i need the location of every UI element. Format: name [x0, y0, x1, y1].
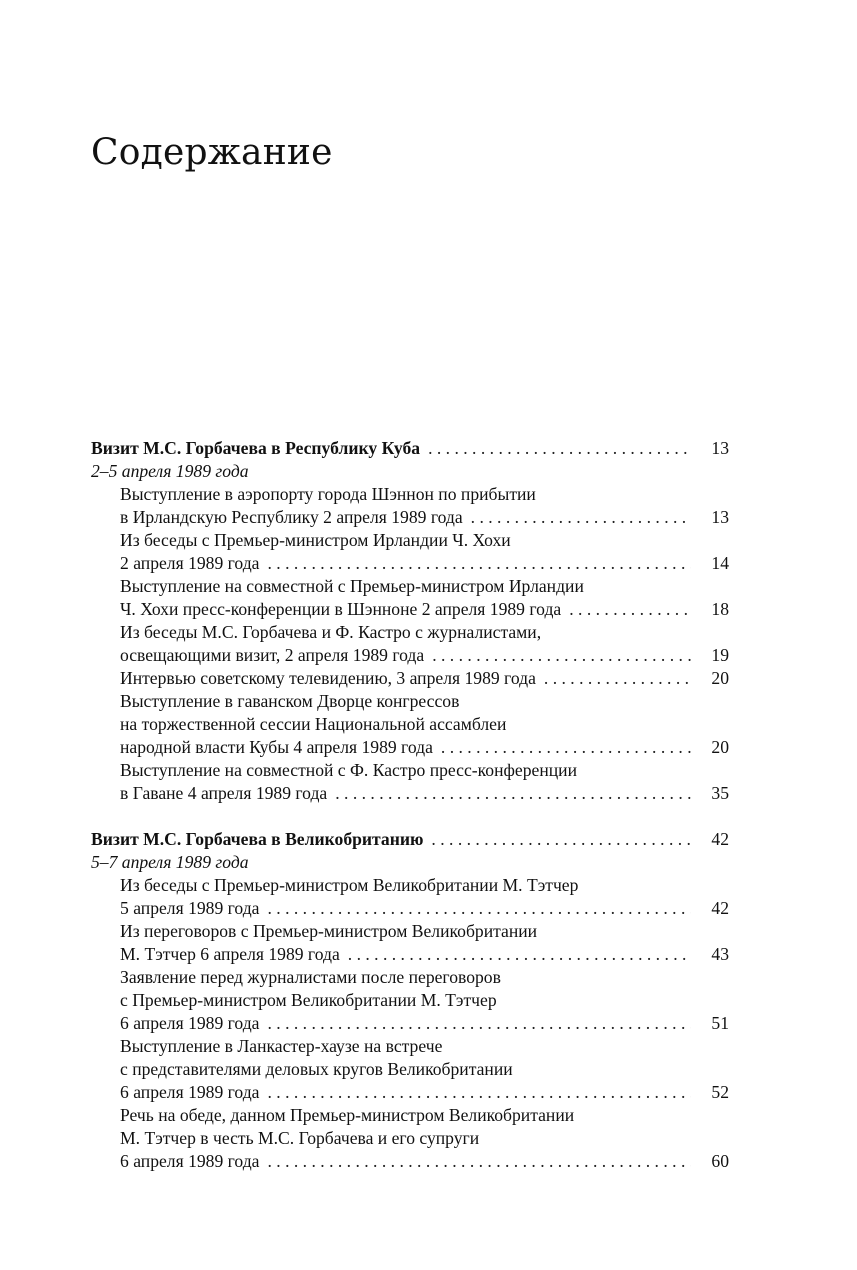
- entry-line: [120, 552, 729, 575]
- entry-text: народной власти Кубы 4 апреля 1989 года: [120, 737, 433, 757]
- page-number: 35: [711, 783, 729, 803]
- page-number: 20: [711, 668, 729, 688]
- toc-entry[interactable]: [91, 575, 729, 621]
- entry-line: [120, 598, 729, 621]
- entry-text: М. Тэтчер в честь М.С. Горбачева и его супруги: [120, 1128, 480, 1148]
- entry-line: [120, 621, 729, 644]
- page-number: 60: [711, 1151, 729, 1171]
- toc-entry[interactable]: [91, 759, 729, 805]
- entry-line: [120, 759, 729, 782]
- entry-text: Выступление на совместной с Премьер-министром Ирландии: [120, 576, 584, 596]
- entry-line: [120, 506, 729, 529]
- dot-leader: [267, 1081, 691, 1104]
- section-dates: 5–7 апреля 1989 года: [91, 852, 249, 872]
- entry-text: Выступление в гаванском Дворце конгрессов: [120, 691, 460, 711]
- page-number: 13: [711, 438, 729, 458]
- entry-text: Выступление в аэропорту города Шэннон по прибытии: [120, 484, 536, 504]
- page-number: 18: [711, 599, 729, 619]
- entry-text: Из беседы с Премьер-министром Великобритании М. Тэтчер: [120, 875, 579, 895]
- entry-line: [120, 1035, 729, 1058]
- toc-entry[interactable]: [91, 1104, 729, 1173]
- toc-entry[interactable]: [91, 920, 729, 966]
- dot-leader: [432, 644, 691, 667]
- dot-leader: [569, 598, 691, 621]
- entry-line: [120, 575, 729, 598]
- entry-text: М. Тэтчер 6 апреля 1989 года: [120, 944, 340, 964]
- entry-line: [120, 644, 729, 667]
- section-dates: 2–5 апреля 1989 года: [91, 461, 249, 481]
- entry-text: с представителями деловых кругов Великобритании: [120, 1059, 513, 1079]
- entry-text: Из беседы М.С. Горбачева и Ф. Кастро с журналистами,: [120, 622, 542, 642]
- entry-text: Интервью советскому телевидению, 3 апреля 1989 года: [120, 668, 536, 688]
- dot-leader: [267, 1012, 691, 1035]
- page-number: 43: [711, 944, 729, 964]
- entry-text: в Гаване 4 апреля 1989 года: [120, 783, 328, 803]
- table-of-contents: [91, 437, 729, 1196]
- entry-line: [120, 1127, 729, 1150]
- entry-line: [120, 782, 729, 805]
- entry-line: [120, 989, 729, 1012]
- dot-leader: [441, 736, 691, 759]
- section-heading-row[interactable]: [91, 437, 729, 460]
- entry-line: [120, 713, 729, 736]
- entry-line: [120, 690, 729, 713]
- entry-line: [120, 1104, 729, 1127]
- toc-entry[interactable]: [91, 1035, 729, 1104]
- entry-text: 6 апреля 1989 года: [120, 1151, 260, 1171]
- dot-leader: [267, 1150, 691, 1173]
- entry-line: [120, 667, 729, 690]
- section-heading: Визит М.С. Горбачева в Великобританию: [91, 829, 424, 849]
- toc-entry[interactable]: [91, 874, 729, 920]
- entry-text: Речь на обеде, данном Премьер-министром Великобритании: [120, 1105, 575, 1125]
- entry-line: [120, 1012, 729, 1035]
- page-number: 42: [711, 898, 729, 918]
- section-heading-row[interactable]: [91, 828, 729, 851]
- toc-entry[interactable]: [91, 667, 729, 690]
- entry-line: [120, 897, 729, 920]
- toc-entry[interactable]: [91, 483, 729, 529]
- dot-leader: [428, 437, 691, 460]
- entry-line: [120, 1058, 729, 1081]
- entry-text: в Ирландскую Республику 2 апреля 1989 года: [120, 507, 463, 527]
- entry-text: с Премьер-министром Великобритании М. Тэтчер: [120, 990, 497, 1010]
- entry-line: [120, 529, 729, 552]
- dot-leader: [471, 506, 691, 529]
- page-number: 14: [711, 553, 729, 573]
- toc-entry[interactable]: [91, 690, 729, 759]
- entry-line: [120, 920, 729, 943]
- entry-line: [120, 1150, 729, 1173]
- dot-leader: [348, 943, 691, 966]
- toc-entry[interactable]: [91, 966, 729, 1035]
- toc-entry[interactable]: [91, 529, 729, 575]
- toc-section: [91, 828, 729, 1173]
- dot-leader: [544, 667, 691, 690]
- toc-entry[interactable]: [91, 621, 729, 667]
- page-number: 42: [711, 829, 729, 849]
- dot-leader: [335, 782, 691, 805]
- entry-text: Ч. Хохи пресс-конференции в Шэнноне 2 апреля 1989 года: [120, 599, 562, 619]
- entry-line: [120, 874, 729, 897]
- page-number: 51: [711, 1013, 729, 1033]
- page-number: 19: [711, 645, 729, 665]
- dot-leader: [431, 828, 691, 851]
- page-number: 20: [711, 737, 729, 757]
- page-number: 52: [711, 1082, 729, 1102]
- dot-leader: [267, 897, 691, 920]
- entry-text: 6 апреля 1989 года: [120, 1013, 260, 1033]
- entry-text: Из беседы с Премьер-министром Ирландии Ч. Хохи: [120, 530, 511, 550]
- entry-line: [120, 966, 729, 989]
- entry-text: освещающими визит, 2 апреля 1989 года: [120, 645, 425, 665]
- entry-text: Выступление в Ланкастер-хаузе на встрече: [120, 1036, 443, 1056]
- entry-text: Заявление перед журналистами после переговоров: [120, 967, 501, 987]
- entry-text: 5 апреля 1989 года: [120, 898, 260, 918]
- page-title: Содержание: [91, 132, 333, 173]
- entry-line: [120, 1081, 729, 1104]
- entry-line: [120, 483, 729, 506]
- entry-line: [120, 943, 729, 966]
- entry-text: 6 апреля 1989 года: [120, 1082, 260, 1102]
- toc-section: [91, 437, 729, 805]
- entry-text: на торжественной сессии Национальной ассамблеи: [120, 714, 507, 734]
- section-heading: Визит М.С. Горбачева в Республику Куба: [91, 438, 421, 458]
- dot-leader: [267, 552, 691, 575]
- page-number: 13: [711, 507, 729, 527]
- entry-text: 2 апреля 1989 года: [120, 553, 260, 573]
- entry-line: [120, 736, 729, 759]
- entry-text: Из переговоров с Премьер-министром Великобритании: [120, 921, 538, 941]
- entry-text: Выступление на совместной с Ф. Кастро пресс-конференции: [120, 760, 577, 780]
